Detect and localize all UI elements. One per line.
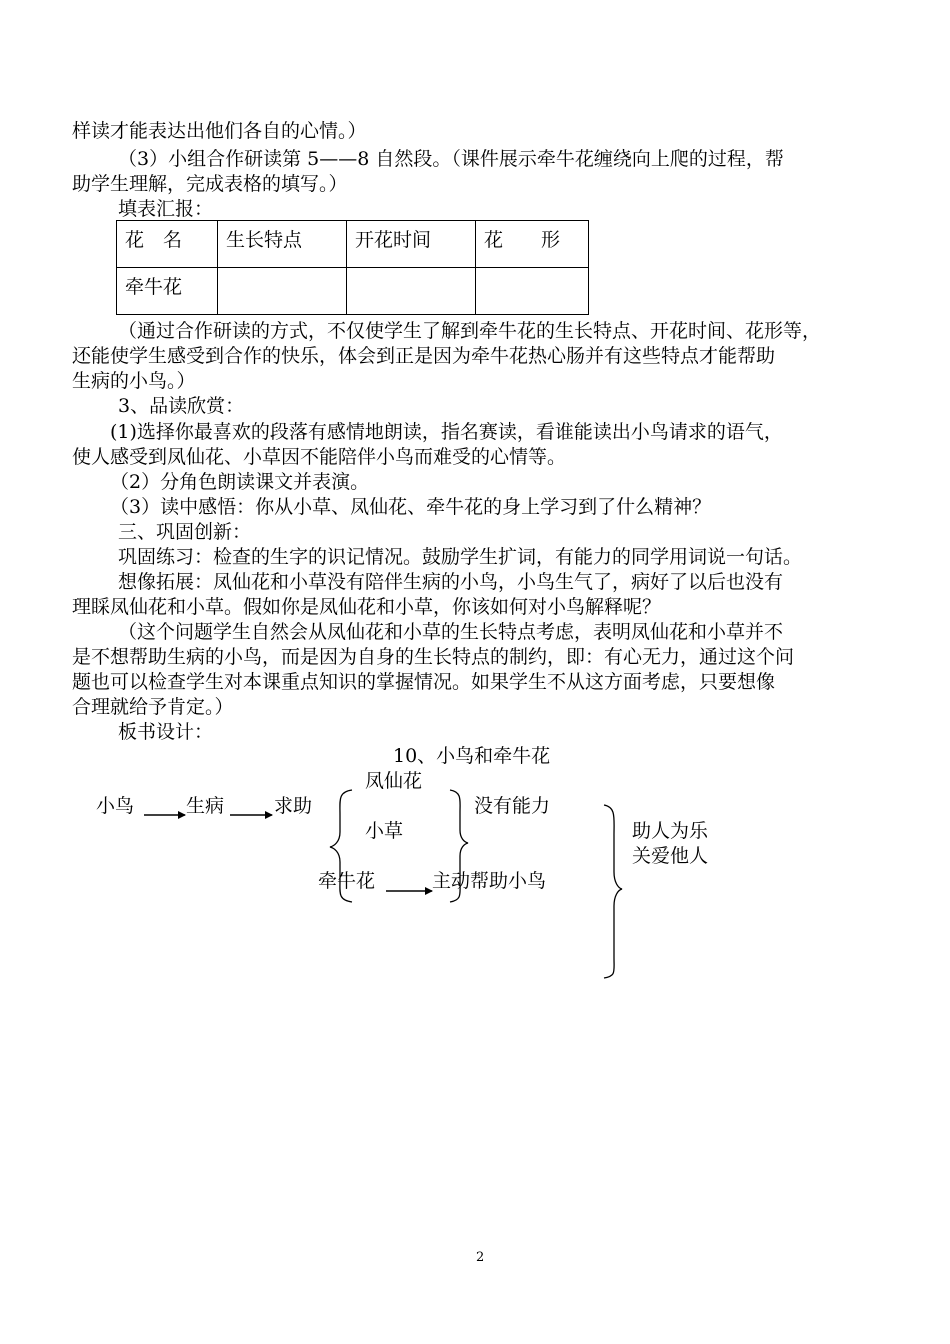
board-grass: 小草 <box>365 820 404 842</box>
board-ask-help: 求助 <box>274 795 313 817</box>
paragraph-line: 使人感受到凤仙花、小草因不能陪伴小鸟而难受的心情等。 <box>72 446 567 468</box>
paragraph-line: （通过合作研读的方式，不仅使学生了解到牵牛花的生长特点、开花时间、花形等， <box>118 320 822 342</box>
board-active-help: 主动帮助小鸟 <box>432 870 547 892</box>
board-title: 10、小鸟和牵牛花 <box>393 745 551 767</box>
middle-right-brace <box>450 790 468 902</box>
paragraph-line: （2）分角色朗读课文并表演。 <box>110 471 370 493</box>
board-care-others: 关爱他人 <box>632 845 709 867</box>
paragraph-line: 样读才能表达出他们各自的心情。） <box>72 120 367 142</box>
outer-right-brace <box>604 805 622 978</box>
paragraph-line: (1)选择你最喜欢的段落有感情地朗读，指名赛读，看谁能读出小鸟请求的语气， <box>110 421 783 443</box>
board-sick: 生病 <box>186 795 225 817</box>
paragraph-line: 合理就给予肯定。） <box>72 696 234 718</box>
paragraph-line: 生病的小鸟。） <box>72 370 196 392</box>
board-joy-helping: 助人为乐 <box>632 820 709 842</box>
paragraph-line: 巩固练习：检查的生字的识记情况。鼓励学生扩词，有能力的同学用词说一句话。 <box>118 546 803 568</box>
table-header-cell: 花 形 <box>476 221 589 268</box>
left-brace <box>330 790 352 902</box>
page-number: 2 <box>476 1250 485 1265</box>
paragraph-line: （3）读中感悟：你从小草、凤仙花、牵牛花的身上学习到了什么精神？ <box>110 496 712 518</box>
board-fengxianhua: 凤仙花 <box>365 770 423 792</box>
paragraph-line: 理睬凤仙花和小草。假如你是凤仙花和小草，你该如何对小鸟解释呢？ <box>72 596 662 618</box>
paragraph-line: （3）小组合作研读第 5——8 自然段。（课件展示牵牛花缠绕向上爬的过程，帮 <box>118 148 784 170</box>
paragraph-line: 题也可以检查学生对本课重点知识的掌握情况。如果学生不从这方面考虑，只要想像 <box>72 671 776 693</box>
board-no-ability: 没有能力 <box>474 795 551 817</box>
section-heading: 三、巩固创新： <box>118 521 252 543</box>
table-cell: 牵牛花 <box>117 268 218 315</box>
paragraph-line: 还能使学生感受到合作的快乐，体会到正是因为牵牛花热心肠并有这些特点才能帮助 <box>72 345 776 367</box>
paragraph-line: 填表汇报： <box>118 198 214 220</box>
table-header-cell: 花 名 <box>117 221 218 268</box>
section-heading: 板书设计： <box>118 721 214 743</box>
table-header-cell: 生长特点 <box>218 221 347 268</box>
section-heading: 3、品读欣赏： <box>118 395 245 417</box>
paragraph-line: 是不想帮助生病的小鸟，而是因为自身的生长特点的制约，即：有心无力，通过这个问 <box>72 646 795 668</box>
board-qianniuhua: 牵牛花 <box>318 870 376 892</box>
paragraph-line: 想像拓展：凤仙花和小草没有陪伴生病的小鸟，小鸟生气了，病好了以后也没有 <box>118 571 784 593</box>
board-bird: 小鸟 <box>96 795 135 817</box>
table-header-cell: 开花时间 <box>347 221 476 268</box>
paragraph-line: （这个问题学生自然会从凤仙花和小草的生长特点考虑，表明凤仙花和小草并不 <box>118 621 784 643</box>
paragraph-line: 助学生理解，完成表格的填写。） <box>72 173 348 195</box>
